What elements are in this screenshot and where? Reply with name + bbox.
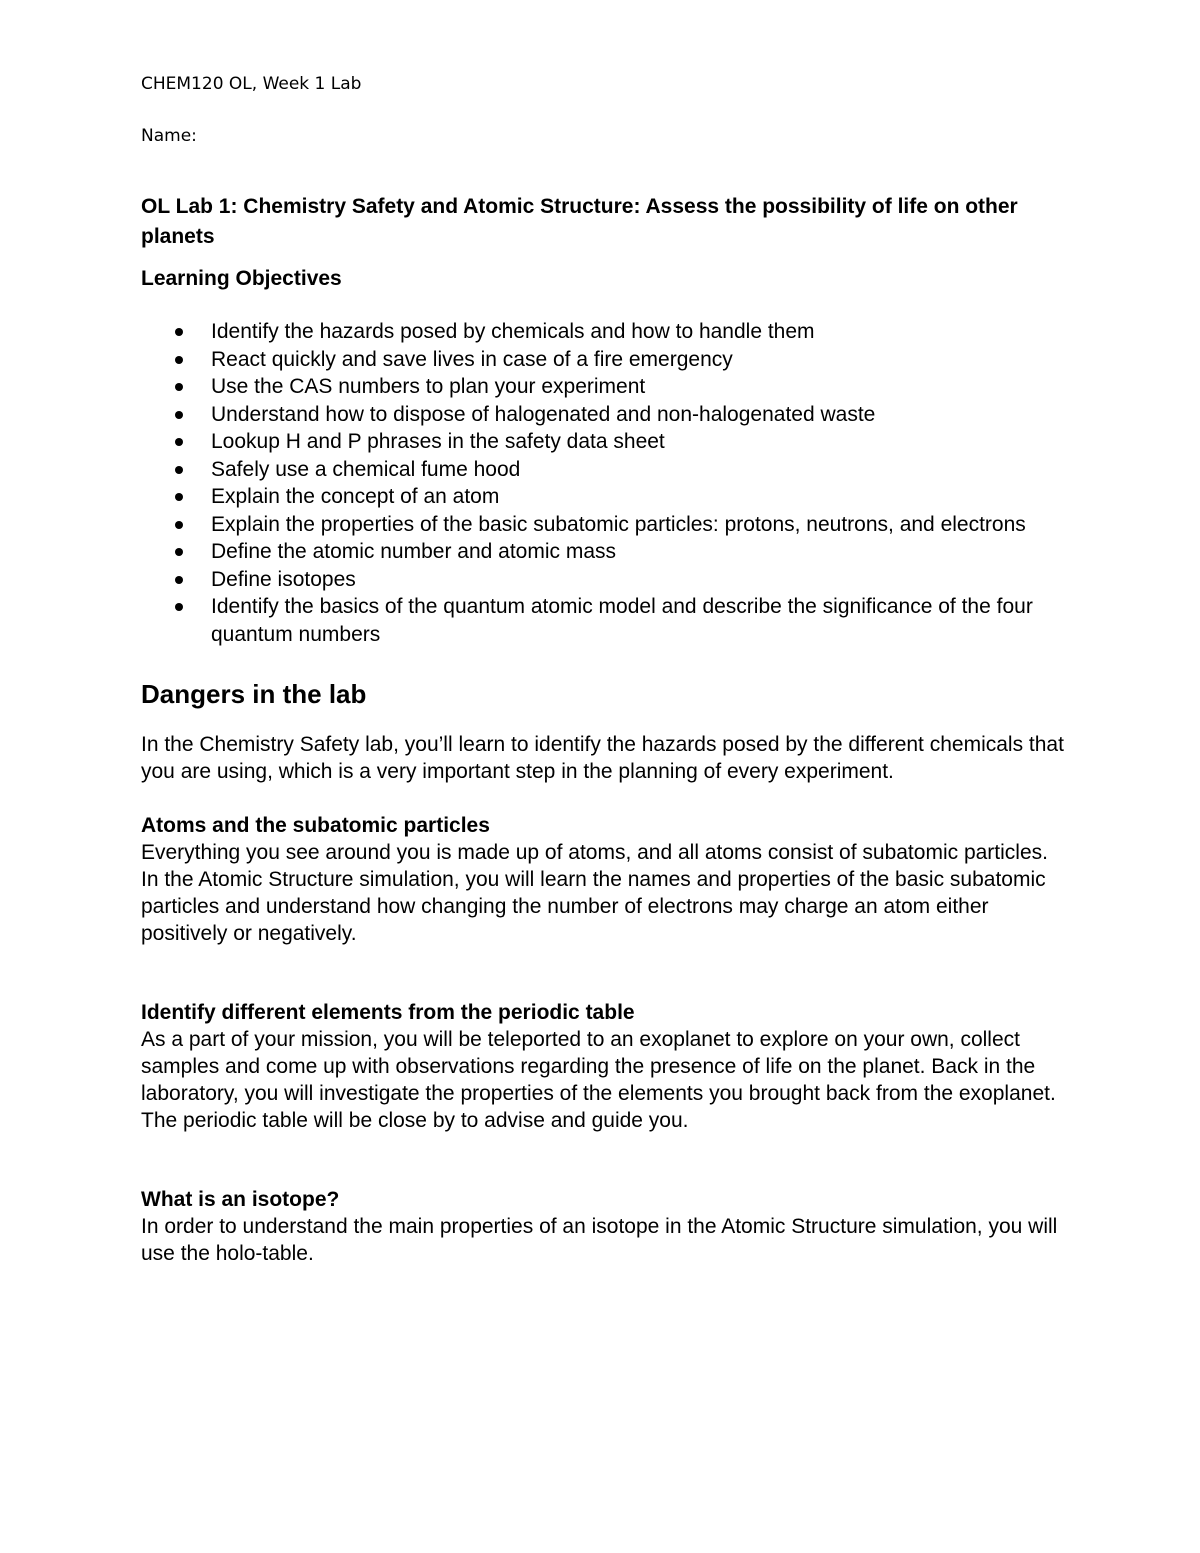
objective-text: Identify the basics of the quantum atomic model and describe the significance of the four quantum numbers: [211, 595, 1033, 646]
objective-item: [141, 401, 1071, 429]
document-title: OL Lab 1: Chemistry Safety and Atomic Structure: Assess the possibility of life on other planets: [141, 195, 1018, 248]
objective-item: [141, 538, 1071, 566]
objective-text: Explain the properties of the basic subatomic particles: protons, neutrons, and electrons: [211, 512, 1026, 536]
objective-text: Define the atomic number and atomic mass: [211, 540, 617, 563]
objective-item: [141, 346, 1071, 374]
objective-text: Lookup H and P phrases in the safety data sheet: [211, 430, 665, 453]
name-label: Name:: [141, 126, 197, 146]
objective-text: Safely use a chemical fume hood: [211, 457, 521, 481]
atoms-heading: Atoms and the subatomic particles: [141, 813, 490, 837]
learning-objectives-list: [141, 318, 1071, 649]
objective-item: [141, 593, 1071, 649]
learning-objectives-heading: Learning Objectives: [141, 267, 342, 290]
objective-item: [141, 373, 1071, 401]
objective-text: React quickly and save lives in case of a fire emergency: [211, 347, 733, 371]
bullet-icon: [175, 328, 183, 336]
objective-item: [141, 318, 1071, 346]
bullet-icon: [175, 356, 183, 364]
bullet-icon: [175, 521, 183, 529]
objective-text: Identify the hazards posed by chemicals and how to handle them: [211, 320, 815, 343]
objective-text: Understand how to dispose of halogenated and non-halogenated waste: [211, 402, 876, 426]
bullet-icon: [175, 493, 183, 501]
bullet-icon: [175, 548, 183, 556]
bullet-icon: [175, 383, 183, 391]
bullet-icon: [175, 603, 183, 611]
isotope-text: In order to understand the main properties of an isotope in the Atomic Structure simulation, you will use the holo-table.: [141, 1214, 1058, 1265]
elements-text: As a part of your mission, you will be teleported to an exoplanet to explore on your own, collect samples and come up with observations regarding the presence of life on the planet. Back in the laboratory, you will investigate the properties of the elements you brought back from the exoplanet. The periodic table will be close by to advise and guide you.: [141, 1027, 1056, 1132]
objective-item: [141, 456, 1071, 484]
objective-item: [141, 511, 1071, 539]
objective-text: Define isotopes: [211, 567, 356, 591]
document-page: [141, 72, 1071, 1267]
bullet-icon: [175, 466, 183, 474]
atoms-text: Everything you see around you is made up of atoms, and all atoms consist of subatomic particles. In the Atomic Structure simulation, you will learn the names and properties of the basic subatomic particles and understand how changing the number of electrons may charge an atom either positively or negatively.: [141, 840, 1048, 945]
objective-text: Use the CAS numbers to plan your experiment: [211, 375, 646, 398]
objective-text: Explain the concept of an atom: [211, 485, 500, 508]
dangers-heading: Dangers in the lab: [141, 678, 367, 709]
elements-heading: Identify different elements from the periodic table: [141, 1000, 635, 1024]
objective-item: [141, 428, 1071, 456]
bullet-icon: [175, 576, 183, 584]
course-header: CHEM120 OL, Week 1 Lab: [141, 74, 362, 94]
dangers-text: In the Chemistry Safety lab, you’ll learn to identify the hazards posed by the different chemicals that you are using, which is a very important step in the planning of every experiment.: [141, 732, 1064, 783]
bullet-icon: [175, 411, 183, 419]
objective-item: [141, 483, 1071, 511]
bullet-icon: [175, 438, 183, 446]
objective-item: [141, 566, 1071, 594]
isotope-heading: What is an isotope?: [141, 1187, 340, 1211]
